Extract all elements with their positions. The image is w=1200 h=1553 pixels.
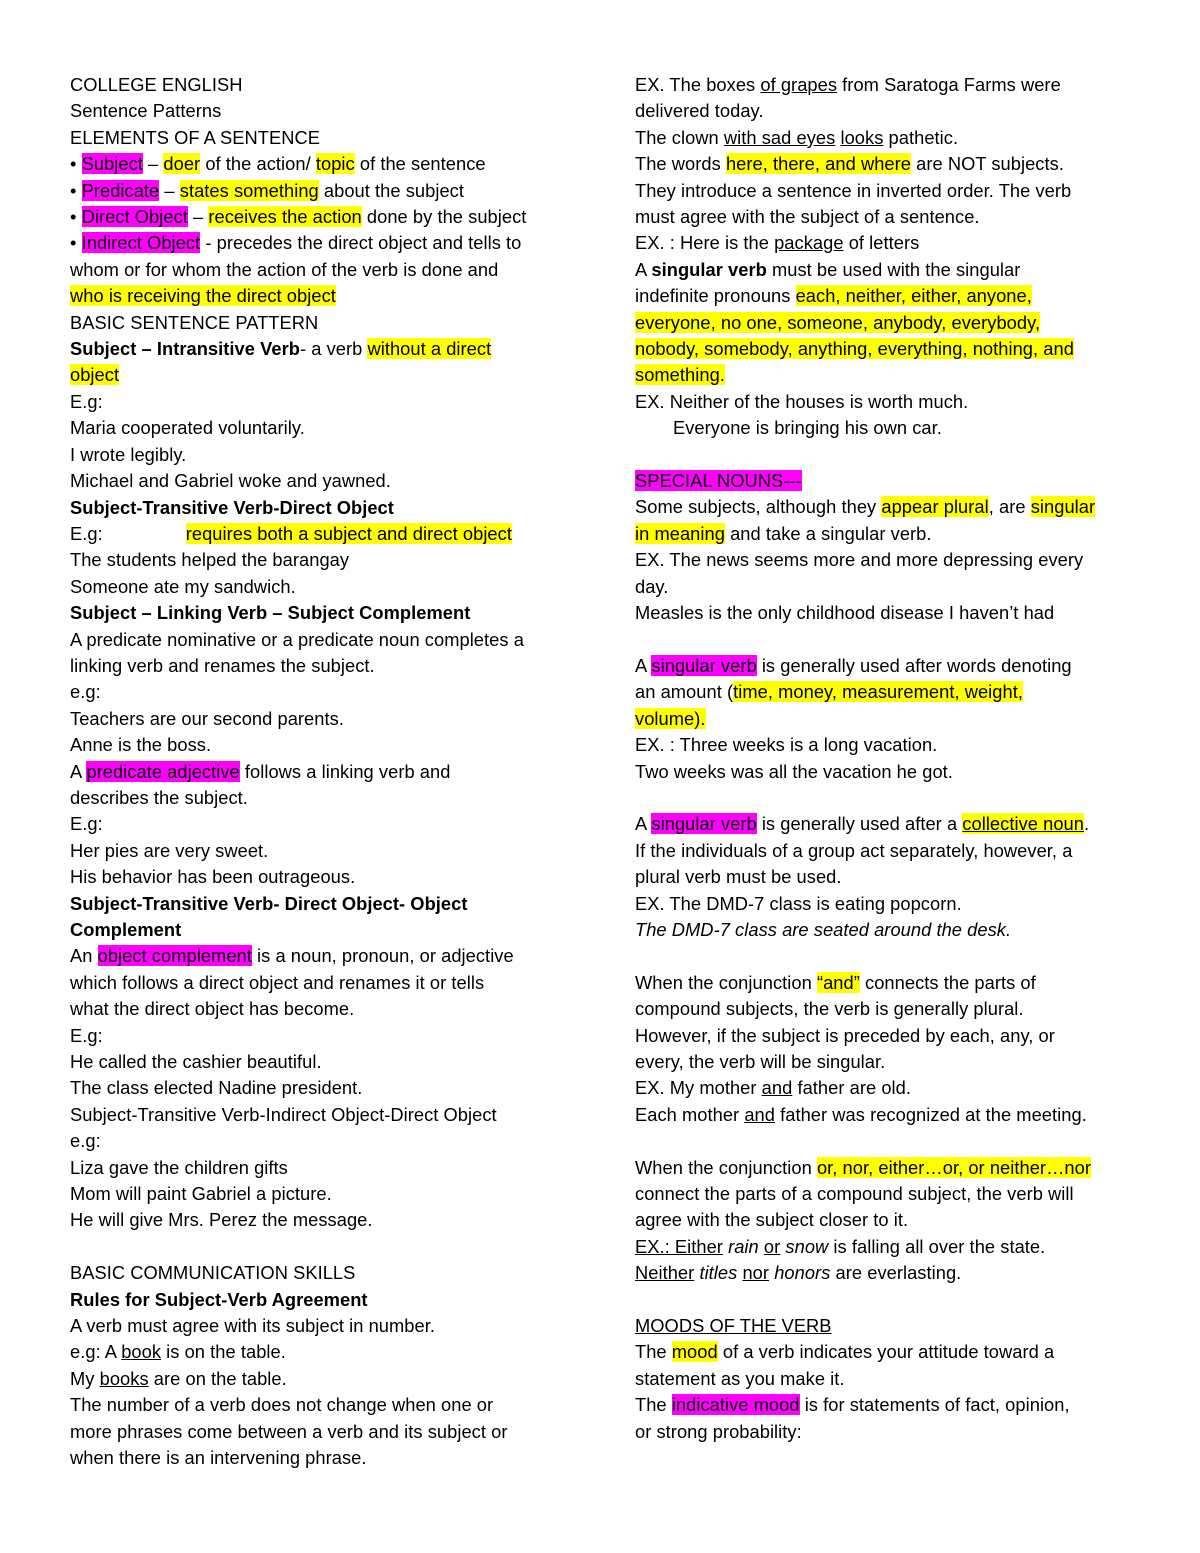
text: of a verb indicates your attitude toward a bbox=[717, 1341, 1055, 1363]
left-column bbox=[70, 72, 570, 1472]
italic-word: snow bbox=[785, 1235, 829, 1257]
eg-label: E.g: bbox=[70, 813, 103, 835]
term-direct-object: Direct Object bbox=[81, 206, 188, 228]
example-sentence: Liza gave the children gifts bbox=[70, 1156, 288, 1178]
eg-label: e.g: bbox=[70, 1130, 101, 1152]
pattern-object-complement-cont: Complement bbox=[70, 919, 182, 940]
hl-appear-plural: appear plural bbox=[881, 496, 989, 518]
text-line bbox=[70, 362, 570, 388]
bullet: • bbox=[70, 206, 77, 228]
example-sentence: I wrote legibly. bbox=[70, 443, 187, 465]
spacer bbox=[635, 943, 1145, 969]
italic-word: honors bbox=[774, 1262, 831, 1284]
element-indirect-object bbox=[70, 230, 570, 256]
text: EX. The boxes bbox=[635, 74, 761, 95]
special-nouns-heading bbox=[635, 468, 1145, 494]
hl-singular-verb: singular verb bbox=[651, 813, 757, 835]
hl-singular: singular bbox=[1030, 496, 1096, 518]
hl-and: “and” bbox=[816, 971, 860, 993]
pattern-linking: Subject – Linking Verb – Subject Complement bbox=[70, 602, 471, 624]
underlined-word: or bbox=[763, 1235, 781, 1257]
text: and take a singular verb. bbox=[724, 522, 932, 544]
element-predicate bbox=[70, 178, 570, 204]
eg-line bbox=[70, 521, 570, 547]
underlined-word: nor bbox=[742, 1262, 770, 1284]
hl-topic: topic bbox=[315, 153, 355, 175]
text-line bbox=[635, 679, 1145, 705]
predicate-adjective-line bbox=[70, 759, 570, 785]
hl-receiving-direct-object: who is receiving the direct object bbox=[70, 285, 336, 307]
text: from Saratoga Farms were bbox=[837, 74, 1061, 95]
text-line bbox=[635, 1392, 1145, 1418]
text: EX. : Here is the bbox=[635, 232, 775, 254]
text: A bbox=[70, 760, 87, 782]
underlined-word: looks bbox=[840, 126, 884, 148]
text: father are old. bbox=[792, 1077, 912, 1099]
hl-or-nor: or, nor, either…or, or neither…nor bbox=[816, 1156, 1091, 1178]
text: are everlasting. bbox=[830, 1262, 962, 1284]
pattern-object-complement: Subject-Transitive Verb- Direct Object- Object bbox=[70, 892, 468, 914]
hl-in-meaning: in meaning bbox=[635, 522, 725, 544]
example-sentence: EX. The DMD-7 class is eating popcorn. bbox=[635, 892, 962, 914]
text-line bbox=[635, 811, 1145, 837]
spacer bbox=[635, 785, 1145, 811]
underlined-word: and bbox=[744, 1103, 775, 1125]
text-line: A predicate nominative or a predicate noun completes a bbox=[70, 628, 524, 650]
moods-heading: MOODS OF THE VERB bbox=[635, 1315, 832, 1336]
eg-label: E.g: bbox=[70, 1024, 103, 1046]
example-sentence: Two weeks was all the vacation he got. bbox=[635, 760, 953, 782]
underlined-phrase: of grapes bbox=[760, 74, 838, 95]
example-sentence: Michael and Gabriel woke and yawned. bbox=[70, 470, 391, 492]
text-line: statement as you make it. bbox=[635, 1367, 845, 1389]
text: An bbox=[70, 945, 98, 967]
text: are NOT subjects. bbox=[910, 153, 1064, 175]
text: pathetic. bbox=[883, 126, 959, 148]
hl-object-complement: object complement bbox=[97, 945, 252, 967]
text: The bbox=[635, 1341, 672, 1363]
text: The words bbox=[635, 153, 726, 175]
example-sentence bbox=[635, 1075, 1145, 1101]
text-line bbox=[635, 310, 1145, 336]
text-line bbox=[635, 257, 1145, 283]
hl-volume: volume). bbox=[635, 707, 706, 729]
text: indefinite pronouns bbox=[635, 285, 796, 307]
right-column bbox=[635, 72, 1145, 1445]
spacer bbox=[70, 1234, 570, 1260]
example-sentence: Measles is the only childhood disease I haven’t had bbox=[635, 602, 1055, 624]
text-line: which follows a direct object and renames it or tells bbox=[70, 971, 485, 993]
hl-pronouns: something. bbox=[635, 364, 725, 386]
text: EX. My mother bbox=[635, 1077, 762, 1099]
pattern-transitive: Subject-Transitive Verb-Direct Object bbox=[70, 496, 394, 518]
text-line: every, the verb will be singular. bbox=[635, 1050, 886, 1072]
bullet: • bbox=[70, 153, 77, 175]
example-sentence: EX. Neither of the houses is worth much. bbox=[635, 390, 969, 412]
example-sentence bbox=[70, 1339, 570, 1365]
example-sentence bbox=[635, 230, 1145, 256]
text-line: agree with the subject closer to it. bbox=[635, 1209, 909, 1231]
eg-label: E.g: bbox=[70, 522, 103, 544]
text: of letters bbox=[843, 232, 920, 254]
text-line bbox=[635, 362, 1145, 388]
spacer bbox=[635, 1128, 1145, 1154]
text-line bbox=[635, 706, 1145, 732]
text: My bbox=[70, 1367, 100, 1389]
eg-label: E.g: bbox=[70, 390, 103, 412]
hl-collective-noun: collective noun bbox=[962, 813, 1084, 835]
text: Some subjects, although they bbox=[635, 496, 882, 518]
example-sentence: EX. : Three weeks is a long vacation. bbox=[635, 734, 938, 756]
italic-word: rain bbox=[728, 1235, 759, 1257]
text-line: day. bbox=[635, 575, 669, 597]
example-sentence: He will give Mrs. Perez the message. bbox=[70, 1209, 373, 1231]
text-line bbox=[635, 970, 1145, 996]
text: must be used with the singular bbox=[766, 258, 1021, 280]
hl-special-nouns: SPECIAL NOUNS--- bbox=[635, 470, 802, 492]
text: The clown bbox=[635, 126, 724, 148]
text-line: connect the parts of a compound subject, the verb will bbox=[635, 1182, 1074, 1204]
example-sentence: Her pies are very sweet. bbox=[70, 839, 269, 861]
text: of the sentence bbox=[354, 153, 486, 175]
rules-heading: Rules for Subject-Verb Agreement bbox=[70, 1288, 368, 1310]
text: is a noun, pronoun, or adjective bbox=[251, 945, 514, 967]
example-sentence bbox=[635, 125, 1145, 151]
underlined-word: package bbox=[774, 232, 844, 254]
dash: – bbox=[142, 153, 164, 175]
hl-mood: mood bbox=[671, 1341, 718, 1363]
text-line bbox=[70, 283, 570, 309]
example-sentence: Teachers are our second parents. bbox=[70, 707, 344, 729]
spacer bbox=[635, 627, 1145, 653]
text-line: whom or for whom the action of the verb is done and bbox=[70, 258, 499, 280]
text-line: or strong probability: bbox=[635, 1420, 802, 1442]
example-sentence: Someone ate my sandwich. bbox=[70, 575, 296, 597]
hl-here-there-where: here, there, and where bbox=[725, 153, 911, 175]
text: A bbox=[635, 258, 652, 280]
doc-title: COLLEGE ENGLISH bbox=[70, 74, 243, 95]
element-subject bbox=[70, 151, 570, 177]
pattern-label: Subject – Intransitive Verb bbox=[70, 338, 300, 360]
text: When the conjunction bbox=[635, 1156, 817, 1178]
pattern-indirect: Subject-Transitive Verb-Indirect Object-Direct Object bbox=[70, 1103, 497, 1125]
example-sentence: The DMD-7 class are seated around the desk. bbox=[635, 918, 1012, 940]
text: of the action/ bbox=[200, 153, 316, 175]
communication-heading: BASIC COMMUNICATION SKILLS bbox=[70, 1262, 356, 1284]
text-line: plural verb must be used. bbox=[635, 866, 842, 888]
example-sentence bbox=[70, 1366, 570, 1392]
text-line: The number of a verb does not change when one or bbox=[70, 1394, 494, 1416]
example-sentence: The students helped the barangay bbox=[70, 549, 350, 571]
text: is on the table. bbox=[161, 1341, 286, 1363]
example-sentence: EX. The news seems more and more depressing every bbox=[635, 549, 1084, 571]
underlined-word: books bbox=[99, 1367, 149, 1389]
hl-amounts: time, money, measurement, weight, bbox=[733, 681, 1023, 703]
text-line: A verb must agree with its subject in number. bbox=[70, 1315, 435, 1337]
example-sentence: Everyone is bringing his own car. bbox=[673, 417, 942, 439]
underlined-word: Neither bbox=[635, 1262, 695, 1284]
text: e.g: A bbox=[70, 1341, 122, 1363]
hl-predicate-adjective: predicate adjective bbox=[86, 760, 240, 782]
text-line: linking verb and renames the subject. bbox=[70, 654, 375, 676]
text-line bbox=[635, 336, 1145, 362]
dash: – bbox=[159, 179, 180, 201]
hl-pronouns: nobody, somebody, anything, everything, nothing, and bbox=[635, 338, 1074, 360]
term-subject: Subject bbox=[81, 153, 143, 175]
example-sentence bbox=[635, 72, 1145, 98]
dash: – bbox=[187, 206, 209, 228]
eg-label: e.g: bbox=[70, 681, 101, 703]
elements-heading: ELEMENTS OF A SENTENCE bbox=[70, 126, 320, 148]
text: an amount ( bbox=[635, 681, 734, 703]
text-line bbox=[635, 151, 1145, 177]
text-line bbox=[635, 283, 1145, 309]
text-line bbox=[635, 1339, 1145, 1365]
hl-states-something: states something bbox=[179, 179, 319, 201]
doc-subtitle: Sentence Patterns bbox=[70, 100, 222, 122]
term-indirect-object: Indirect Object bbox=[81, 232, 201, 254]
text: about the subject bbox=[318, 179, 464, 201]
hl-doer: doer bbox=[163, 153, 201, 175]
text: A bbox=[635, 813, 652, 835]
spacer bbox=[635, 442, 1145, 468]
hl-pronouns: each, neither, either, anyone, bbox=[795, 285, 1032, 307]
bullet: • bbox=[70, 232, 77, 254]
text: - precedes the direct object and tells to bbox=[200, 232, 522, 254]
text-line: when there is an intervening phrase. bbox=[70, 1447, 367, 1469]
example-sentence: Mom will paint Gabriel a picture. bbox=[70, 1183, 332, 1205]
text-line: must agree with the subject of a sentence. bbox=[635, 206, 980, 228]
underlined-phrase: with sad eyes bbox=[723, 126, 836, 148]
example-sentence bbox=[635, 1234, 1145, 1260]
spacer bbox=[635, 1287, 1145, 1313]
text-line: compound subjects, the verb is generally plural. bbox=[635, 998, 1024, 1020]
hl-requires-both: requires both a subject and direct object bbox=[185, 522, 512, 544]
text-line bbox=[635, 653, 1145, 679]
text: When the conjunction bbox=[635, 971, 817, 993]
text-line: describes the subject. bbox=[70, 786, 248, 808]
text-line bbox=[635, 1155, 1145, 1181]
text: is falling all over the state. bbox=[828, 1235, 1046, 1257]
hl-without-direct: without a direct bbox=[367, 338, 492, 360]
hl-pronouns: everyone, no one, someone, anybody, everybody, bbox=[635, 311, 1041, 333]
text: is generally used after words denoting bbox=[756, 654, 1072, 676]
underlined-word: book bbox=[121, 1341, 162, 1363]
text-line bbox=[635, 521, 1145, 547]
example-sentence bbox=[635, 1102, 1145, 1128]
text-line: delivered today. bbox=[635, 100, 764, 122]
bullet: • bbox=[70, 179, 77, 201]
text: is generally used after a bbox=[756, 813, 963, 835]
underlined-phrase: EX.: Either bbox=[635, 1235, 723, 1257]
pattern-intransitive bbox=[70, 336, 570, 362]
text: . bbox=[1083, 813, 1090, 835]
text-line: If the individuals of a group act separately, however, a bbox=[635, 839, 1073, 861]
text: The bbox=[635, 1394, 672, 1416]
example-sentence: Anne is the boss. bbox=[70, 734, 212, 756]
text-line: more phrases come between a verb and its subject or bbox=[70, 1420, 508, 1442]
text: is for statements of fact, opinion, bbox=[799, 1394, 1070, 1416]
text-line bbox=[635, 494, 1145, 520]
hl-indicative-mood: indicative mood bbox=[671, 1394, 800, 1416]
basic-pattern-heading: BASIC SENTENCE PATTERN bbox=[70, 311, 319, 333]
underlined-word: and bbox=[761, 1077, 793, 1099]
text-line: However, if the subject is preceded by each, any, or bbox=[635, 1024, 1055, 1046]
text: done by the subject bbox=[361, 206, 527, 228]
text-line: what the direct object has become. bbox=[70, 998, 355, 1020]
text: Each mother bbox=[635, 1103, 745, 1125]
text: are on the table. bbox=[148, 1367, 287, 1389]
hl-singular-verb: singular verb bbox=[651, 654, 757, 676]
hl-object: object bbox=[70, 364, 120, 386]
bold-term: singular verb bbox=[651, 258, 767, 280]
example-sentence: He called the cashier beautiful. bbox=[70, 1051, 322, 1073]
text: follows a linking verb and bbox=[239, 760, 451, 782]
text: connects the parts of bbox=[859, 971, 1036, 993]
element-direct-object bbox=[70, 204, 570, 230]
object-complement-line bbox=[70, 943, 570, 969]
example-sentence: Maria cooperated voluntarily. bbox=[70, 417, 305, 439]
example-sentence: The class elected Nadine president. bbox=[70, 1077, 363, 1099]
example-sentence: His behavior has been outrageous. bbox=[70, 866, 356, 888]
example-sentence bbox=[635, 1260, 1145, 1286]
term-predicate: Predicate bbox=[81, 179, 160, 201]
text-line: They introduce a sentence in inverted order. The verb bbox=[635, 179, 1072, 201]
italic-word: titles bbox=[699, 1262, 738, 1284]
text: A bbox=[635, 654, 652, 676]
hl-receives-action: receives the action bbox=[208, 206, 362, 228]
text: , are bbox=[988, 496, 1031, 518]
text: - a verb bbox=[299, 338, 368, 360]
text: father was recognized at the meeting. bbox=[774, 1103, 1087, 1125]
